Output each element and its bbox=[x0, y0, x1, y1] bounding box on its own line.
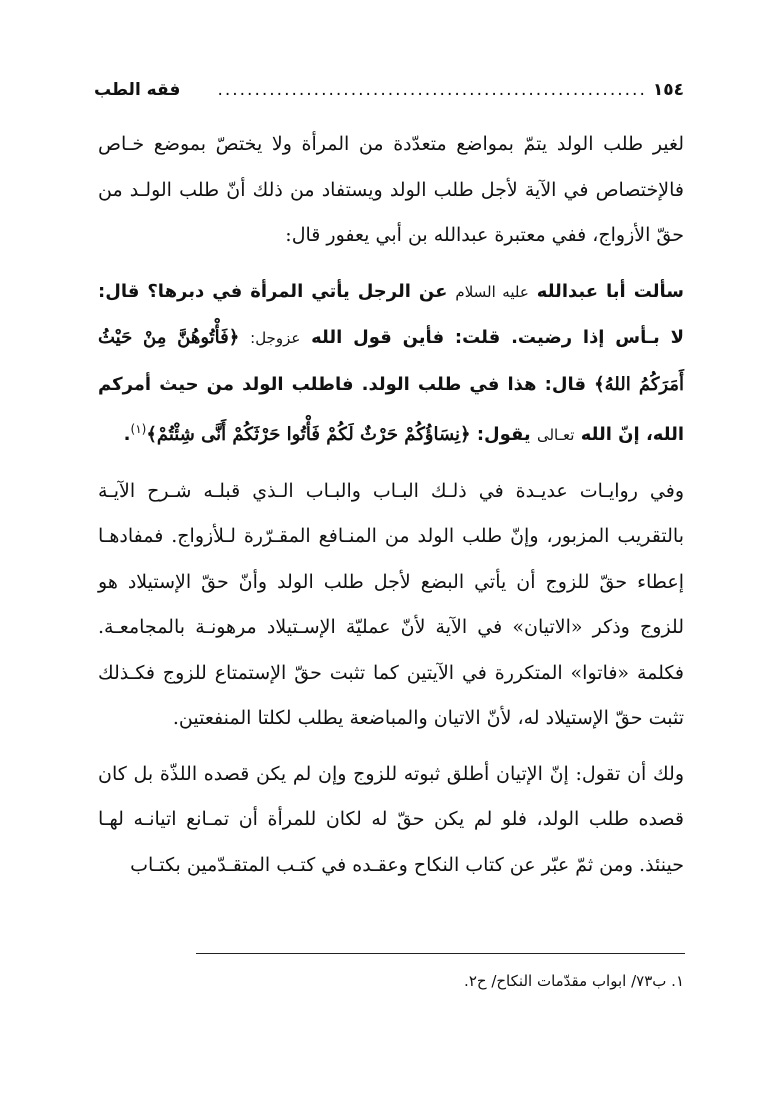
quote-part-a: سألت أبا عبدالله bbox=[536, 280, 685, 302]
quote-azza-wajal: عزوجل: bbox=[250, 329, 301, 347]
paragraph-3: ولك أن تقول: إنّ الإتيان أطلق ثبوته للزوج وإن لم يكن قصده اللذّة بل كان قصده طلب الولد، فلو لم يكن حقّ له لكان للمرأة أن تمـانع اتيانـه لهـا حينئذ. ومن ثمّ عبّر عن كتاب النكاح وعقـده في كتـب المتقـدّمين بكتـاب bbox=[98, 762, 684, 876]
quote-salutation: عليه السلام bbox=[455, 282, 529, 301]
paragraph-1: لغير طلب الولد يتمّ بمواضع متعدّدة من المرأة ولا يختصّ بموضع خـاص فالإختصاص في الآية لأجل طلب الولد ويستفاد من ذلك أنّ طلب الولـد من حقّ الأزواج، ففي معتبرة عبدالله بن أبي يعفور قال: bbox=[98, 133, 684, 246]
footnote: ١. ب٧٣/ ابواب مقدّمات النكاح/ ح٢. bbox=[464, 972, 684, 990]
quote-part-b: عن الرجل يأتي المرأة في دبرها؟ قال: لا بـأس إذا رضيت. قلت: فأين قول الله bbox=[98, 280, 684, 348]
header-leader-dots: .......................................................... bbox=[217, 80, 647, 100]
page-number: ١٥٤ bbox=[652, 80, 684, 100]
quote-part-d: يقول: bbox=[476, 424, 531, 445]
paragraph-2: وفي روايـات عديـدة في ذلـك البـاب والبـاب الـذي قبلـه شـرح الآيـة بالتقريب المزبور، وإنّ طلب الولد من المنـافع المقـرّرة لـلأزواج. فمفادهـا إعطاء حقّ للزوج أن يأتي البضع لأجل طلب الولد وأنّ حقّ الإستيلاد هو للزوج وذكر «الاتيان» في الآية لأنّ عمليّة الإسـتيلاد مرهونـة بالمجامعـة. فكلمة «فاتوا» المتكررة في الآيتين كما تثبت حقّ الإستمتاع للزوج فكـذلك تثبت حقّ الإستيلاد له، لأنّ الاتيان والمباضعة يطلب لكلتا المنفعتين. bbox=[98, 479, 685, 729]
quote-taala: تعـالى bbox=[536, 426, 575, 444]
quran-verse-1: ﴿فَأْتُوهُنَّ مِنْ حَيْثُ أَمَرَكُمُ اللهُ﴾ bbox=[98, 327, 684, 395]
main-text bbox=[98, 122, 684, 898]
quote-part-c: قال: هذا في طلب الولد. فاطلب الولد من حيث أمركم الله، إنّ الله bbox=[98, 373, 684, 445]
running-header bbox=[94, 80, 684, 116]
chapter-title: فقه الطب bbox=[94, 80, 181, 100]
hadith-quote bbox=[98, 269, 684, 459]
quran-verse-2: ﴿نِسَاؤُكُمْ حَرْثٌ لَكُمْ فَأْتُوا حَرْثَكُمْ أَنَّى شِئْتُمْ﴾ bbox=[146, 424, 471, 445]
footnote-reference: (١) bbox=[130, 422, 147, 436]
quote-end-period: . bbox=[123, 424, 131, 445]
footnote-divider bbox=[196, 953, 685, 954]
